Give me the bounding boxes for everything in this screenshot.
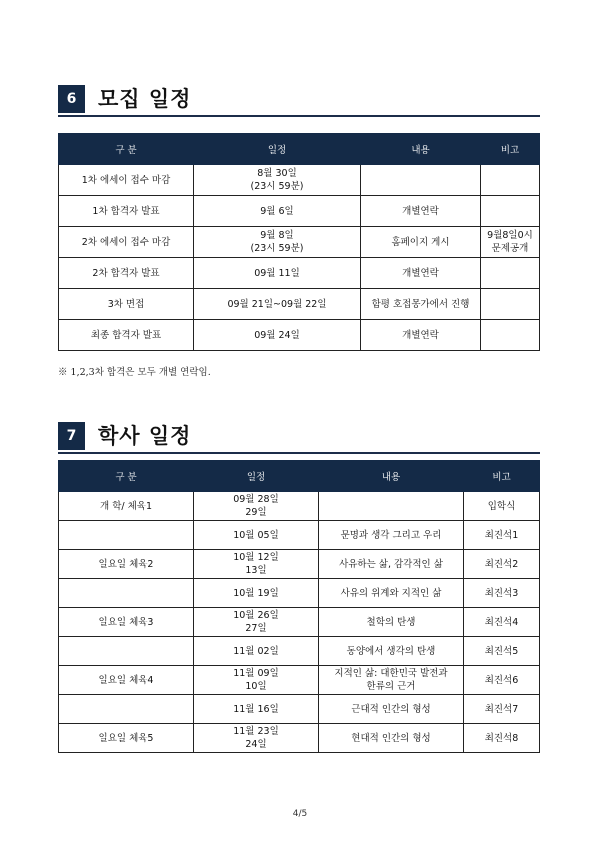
table-row [59, 637, 540, 666]
cell-remarks: 입학식 [464, 492, 540, 521]
cell-content: 사유의 위계와 지적인 삶 [319, 579, 464, 608]
cell-remarks: 최진석1 [464, 521, 540, 550]
table-row [59, 196, 540, 227]
cell-content: 철학의 탄생 [319, 608, 464, 637]
table-row [59, 579, 540, 608]
cell-remarks: 최진석8 [464, 724, 540, 753]
cell-date: 9월 6일 [194, 196, 361, 227]
cell-remarks [481, 258, 540, 289]
cell-date: 11월 16일 [194, 695, 319, 724]
cell-remarks [481, 196, 540, 227]
header-category: 구 분 [59, 134, 194, 165]
table-row [59, 521, 540, 550]
cell-date: 09월 28일 29일 [194, 492, 319, 521]
cell-content: 문명과 생각 그리고 우리 [319, 521, 464, 550]
table-row [59, 608, 540, 637]
cell-date: 11월 09일 10일 [194, 666, 319, 695]
cell-date: 11월 02일 [194, 637, 319, 666]
cell-content: 사유하는 삶, 감각적인 삶 [319, 550, 464, 579]
cell-category: 3차 면접 [59, 289, 194, 320]
cell-category: 2차 에세이 접수 마감 [59, 227, 194, 258]
table-row [59, 227, 540, 258]
table-row [59, 320, 540, 351]
cell-category: 일요일 체육4 [59, 666, 194, 695]
cell-remarks: 최진석4 [464, 608, 540, 637]
cell-category: 최종 합격자 발표 [59, 320, 194, 351]
cell-remarks [481, 320, 540, 351]
table-header-row [59, 461, 540, 492]
cell-category: 일요일 체육5 [59, 724, 194, 753]
section-7-title: 학사 일정 [98, 424, 192, 448]
recruitment-note: ※ 1,2,3차 합격은 모두 개별 연락임. [58, 367, 211, 378]
academic-schedule-table [58, 460, 540, 753]
table-row [59, 695, 540, 724]
cell-date: 11월 23일 24일 [194, 724, 319, 753]
cell-remarks: 최진석2 [464, 550, 540, 579]
cell-category [59, 579, 194, 608]
cell-category [59, 637, 194, 666]
cell-category: 1차 합격자 발표 [59, 196, 194, 227]
cell-content: 지적인 삶: 대한민국 발전과 한류의 근거 [319, 666, 464, 695]
cell-category: 일요일 체육2 [59, 550, 194, 579]
header-date: 일정 [194, 134, 361, 165]
page-number: 4/5 [292, 809, 308, 819]
cell-content: 동양에서 생각의 탄생 [319, 637, 464, 666]
cell-content: 개별연락 [361, 320, 481, 351]
cell-date: 9월 8일 (23시 59분) [194, 227, 361, 258]
header-remarks: 비고 [464, 461, 540, 492]
cell-content [319, 492, 464, 521]
cell-category: 개 학/ 체육1 [59, 492, 194, 521]
table-row [59, 550, 540, 579]
cell-content: 개별연락 [361, 196, 481, 227]
cell-remarks: 최진석7 [464, 695, 540, 724]
cell-remarks: 최진석5 [464, 637, 540, 666]
cell-date: 10월 12일 13일 [194, 550, 319, 579]
section-7-number: 7 [58, 422, 85, 450]
section-6-title: 모집 일정 [98, 87, 192, 111]
table-header-row [59, 134, 540, 165]
cell-remarks: 최진석6 [464, 666, 540, 695]
cell-date: 09월 24일 [194, 320, 361, 351]
header-content: 내용 [361, 134, 481, 165]
cell-category [59, 695, 194, 724]
cell-content [361, 165, 481, 196]
table-row [59, 258, 540, 289]
table-row [59, 165, 540, 196]
cell-category: 1차 에세이 접수 마감 [59, 165, 194, 196]
cell-date: 10월 05일 [194, 521, 319, 550]
header-remarks: 비고 [481, 134, 540, 165]
section-6-heading [58, 85, 540, 117]
cell-remarks [481, 165, 540, 196]
cell-remarks: 9월8일0시 문제공개 [481, 227, 540, 258]
cell-category: 2차 합격자 발표 [59, 258, 194, 289]
cell-date: 8월 30일 (23시 59분) [194, 165, 361, 196]
recruitment-schedule-table [58, 133, 540, 351]
cell-content: 개별연락 [361, 258, 481, 289]
header-content: 내용 [319, 461, 464, 492]
cell-date: 09월 11일 [194, 258, 361, 289]
section-7-heading [58, 422, 540, 454]
cell-category: 일요일 체육3 [59, 608, 194, 637]
table-row [59, 724, 540, 753]
table-row [59, 289, 540, 320]
cell-remarks: 최진석3 [464, 579, 540, 608]
section-6-number: 6 [58, 85, 85, 113]
cell-category [59, 521, 194, 550]
cell-date: 10월 19일 [194, 579, 319, 608]
cell-content: 현대적 인간의 형성 [319, 724, 464, 753]
cell-content: 홈페이지 게시 [361, 227, 481, 258]
cell-remarks [481, 289, 540, 320]
cell-content: 함평 호접몽가에서 진행 [361, 289, 481, 320]
cell-date: 09월 21일~09월 22일 [194, 289, 361, 320]
header-date: 일정 [194, 461, 319, 492]
cell-content: 근대적 인간의 형성 [319, 695, 464, 724]
cell-date: 10월 26일 27일 [194, 608, 319, 637]
header-category: 구 분 [59, 461, 194, 492]
table-row [59, 492, 540, 521]
table-row [59, 666, 540, 695]
